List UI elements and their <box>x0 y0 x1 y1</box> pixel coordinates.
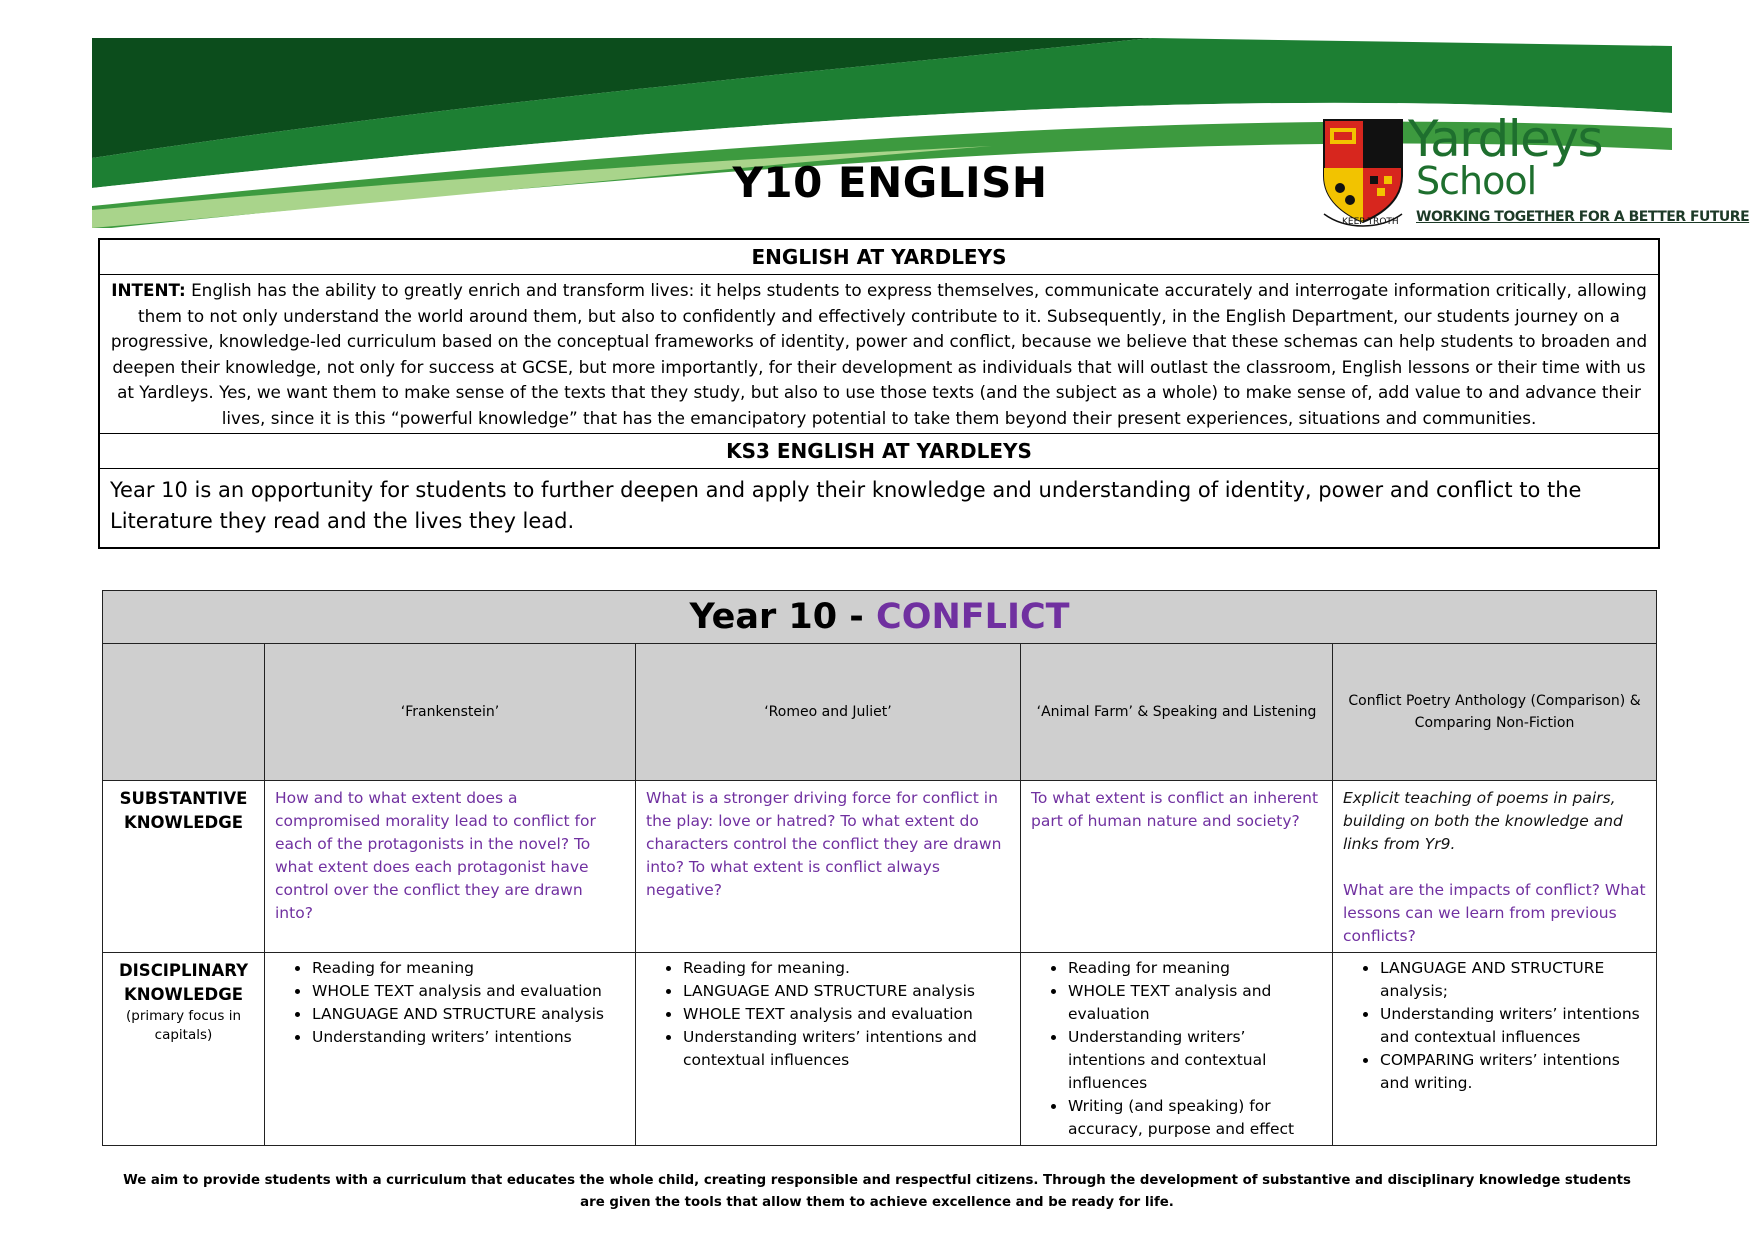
logo-motto: KEEP TROTH <box>1342 217 1399 227</box>
list-item: • Reading for meaning. <box>682 957 1014 980</box>
list-item: • WHOLE TEXT analysis and evaluation <box>1067 980 1326 1026</box>
list-item: • Reading for meaning <box>1067 957 1326 980</box>
disciplinary-cell <box>1021 953 1333 1146</box>
row-label-disciplinary <box>103 953 265 1146</box>
list-item: • LANGUAGE AND STRUCTURE analysis; <box>1379 957 1650 1003</box>
table-title <box>103 591 1657 644</box>
intent-label: INTENT: <box>111 280 186 300</box>
disciplinary-list <box>642 957 1014 1072</box>
column-header: Conflict Poetry Anthology (Comparison) & Comparing Non-Fiction <box>1333 644 1657 781</box>
disciplinary-list <box>1339 957 1650 1095</box>
list-item: • Understanding writers’ intentions and contextual influences <box>682 1026 1014 1072</box>
list-item: • COMPARING writers’ intentions and writing. <box>1379 1049 1650 1095</box>
list-item: • Reading for meaning <box>311 957 629 980</box>
ks3-heading: KS3 ENGLISH AT YARDLEYS <box>100 434 1658 469</box>
intent-text: English has the ability to greatly enrich and transform lives: it helps students to express themselves, communicate accurately and interrogate information critically, allowing them to not only understand the world around them, but also to confidently and effectively contribute to it. Subsequently, in the English Department, our students journey on a progressive, knowledge-led curriculum based on the conceptual frameworks of identity, power and conflict, because we believe that these schemas can help students to broaden and deepen their knowledge, not only for success at GCSE, but more importantly, for their development as individuals that will outlast the classroom, English lessons or their time with us at Yardleys. Yes, we want them to make sense of the texts that they study, but also to use those texts (and the subject as a whole) to make sense of, add value to and advance their lives, since it is this “powerful knowledge” that has the emancipatory potential to take them beyond their present experiences, situations and communities. <box>110 280 1648 428</box>
list-item: • LANGUAGE AND STRUCTURE analysis <box>311 1003 629 1026</box>
table-title-prefix: Year 10 - <box>689 597 877 637</box>
footer-statement: We aim to provide students with a curriculum that educates the whole child, creating responsible and respectful citizens. Through the development of substantive and disciplinary knowledge students are given the tools that allow them to achieve excellence and be ready for life. <box>123 1173 1631 1210</box>
disciplinary-cell <box>1333 953 1657 1146</box>
list-item: • WHOLE TEXT analysis and evaluation <box>311 980 629 1003</box>
ks3-text: Year 10 is an opportunity for students to further deepen and apply their knowledge and understanding of identity, power and conflict to the Literature they read and the lives they lead. <box>110 478 1582 533</box>
english-at-yardleys-box <box>98 238 1660 549</box>
list-item: • WHOLE TEXT analysis and evaluation <box>682 1003 1014 1026</box>
list-item: • Understanding writers’ intentions and contextual influences <box>1379 1003 1650 1049</box>
list-item: • Writing (and speaking) for accuracy, purpose and effect <box>1067 1095 1326 1141</box>
logo-name: Yardleys <box>1408 110 1603 168</box>
substantive-cell: How and to what extent does a compromised morality lead to conflict for each of the protagonists in the novel? To what extent does each protagonist have control over the conflict they are drawn into? <box>265 781 636 953</box>
logo-school: School <box>1416 159 1537 203</box>
disciplinary-cell <box>265 953 636 1146</box>
logo-tagline: WORKING TOGETHER FOR A BETTER FUTURE <box>1416 209 1750 225</box>
column-header: ‘Animal Farm’ & Speaking and Listening <box>1021 644 1333 781</box>
disciplinary-cell <box>636 953 1021 1146</box>
intent-statement <box>100 274 1658 434</box>
list-item: • Understanding writers’ intentions and contextual influences <box>1067 1026 1326 1095</box>
poetry-intro: Explicit teaching of poems in pairs, building on both the knowledge and links from Yr9. <box>1343 789 1623 853</box>
disciplinary-list <box>1027 957 1326 1141</box>
row-label-substantive: SUBSTANTIVE KNOWLEDGE <box>103 781 265 953</box>
page-title: Y10 ENGLISH <box>732 158 1048 207</box>
list-item: • Understanding writers’ intentions <box>311 1026 629 1049</box>
substantive-cell-poetry <box>1333 781 1657 953</box>
column-header: ‘Romeo and Juliet’ <box>636 644 1021 781</box>
school-logo <box>1320 110 1750 236</box>
list-item: • LANGUAGE AND STRUCTURE analysis <box>682 980 1014 1003</box>
english-heading: ENGLISH AT YARDLEYS <box>751 245 1007 269</box>
disciplinary-list <box>271 957 629 1049</box>
header-empty-cell <box>103 644 265 781</box>
column-header: ‘Frankenstein’ <box>265 644 636 781</box>
disciplinary-sublabel: (primary focus in capitals) <box>125 1008 241 1043</box>
poetry-questions: What are the impacts of conflict? What lessons can we learn from previous conflicts? <box>1343 881 1646 945</box>
conflict-table <box>102 590 1657 1146</box>
disciplinary-label: DISCIPLINARY KNOWLEDGE <box>118 961 249 1004</box>
substantive-cell: What is a stronger driving force for conflict in the play: love or hatred? To what extent do characters control the conflict they are drawn into? To what extent is conflict always negative? <box>636 781 1021 953</box>
table-title-accent: CONFLICT <box>876 597 1070 637</box>
substantive-cell: To what extent is conflict an inherent part of human nature and society? <box>1021 781 1333 953</box>
crest-icon <box>1320 118 1406 228</box>
